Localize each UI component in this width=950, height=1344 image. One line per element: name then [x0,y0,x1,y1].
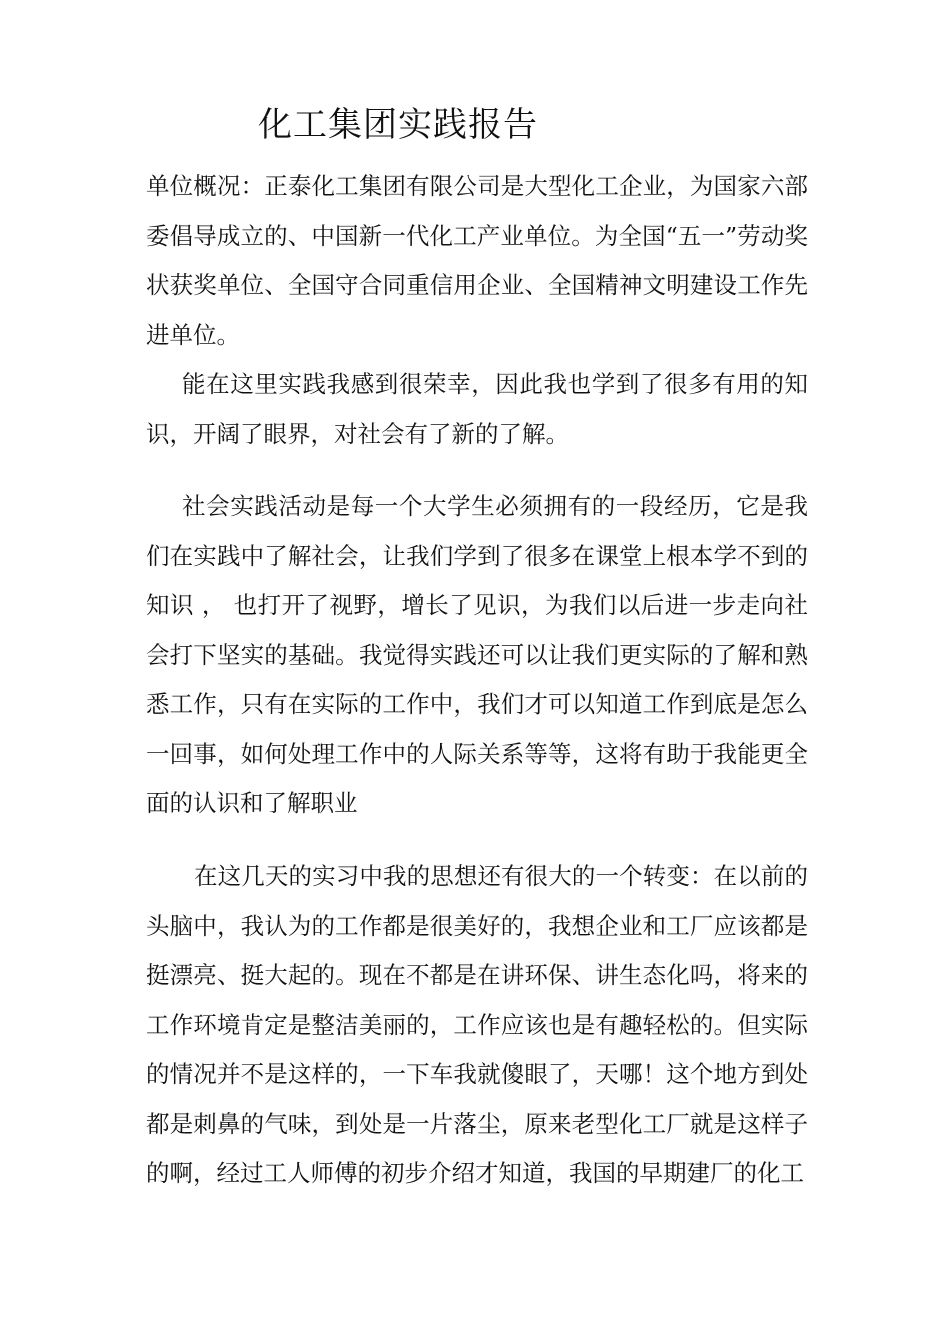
paragraph-social-practice: 社会实践活动是每一个大学生必须拥有的一段经历，它是我们在实践中了解社会，让我们学到了很多在课堂上根本学不到的知识 ， 也打开了视野，增长了见识，为我们以后进一步走向社会打下坚实的基础。我觉得实践还可以让我们更实际的了解和熟悉工作，只有在实际的工作中，我们才可以知道工作到底是怎么一回事，如何处理工作中的人际关系等等，这将有助于我能更全面的认识和了解职业 [146,492,808,817]
paragraph-internship-change: 在这几天的实习中我的思想还有很大的一个转变：在以前的头脑中，我认为的工作都是很美好的，我想企业和工厂应该都是挺漂亮、挺大起的。现在不都是在讲环保、讲生态化吗，将来的工作环境肯定是整洁美丽的，工作应该也是有趣轻松的。但实际的情况并不是这样的，一下车我就傻眼了，天哪！这个地方到处都是刺鼻的气味，到处是一片落尘，原来老型化工厂就是这样子的啊，经过工人师傅的初步介绍才知道，我国的早期建厂的化工 [146,862,808,1187]
paragraph-company-overview: 单位概况：正泰化工集团有限公司是大型化工企业，为国家六部委倡导成立的、中国新一代化工产业单位。为全国“五一”劳动奖状获奖单位、全国守合同重信用企业、全国精神文明建设工作先进单位。 [146,172,808,349]
document-title: 化工集团实践报告 [258,105,538,145]
paragraph-feelings: 能在这里实践我感到很荣幸，因此我也学到了很多有用的知识，开阔了眼界，对社会有了新的了解。 [146,370,808,448]
